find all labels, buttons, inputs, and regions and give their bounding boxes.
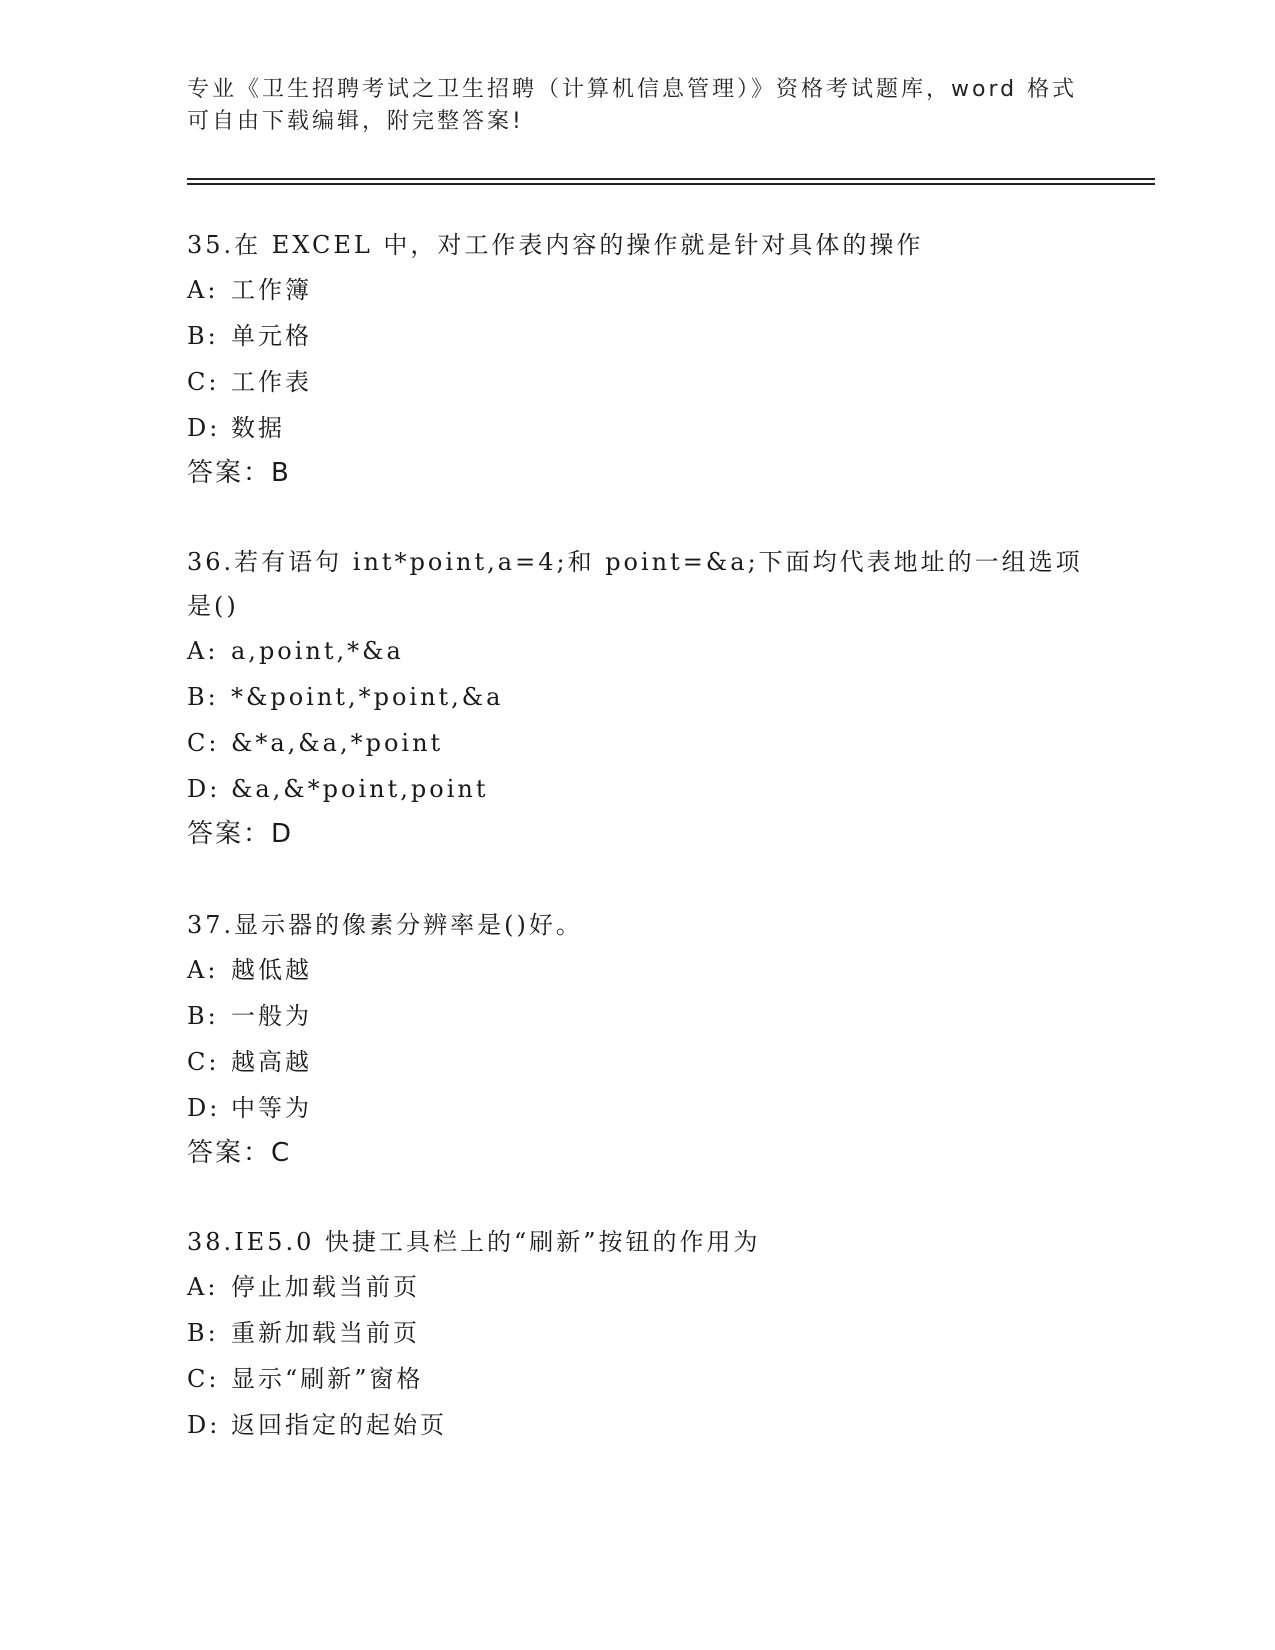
answer-label: 答案：D — [187, 819, 294, 849]
option-d — [187, 1402, 1087, 1448]
option-c — [187, 720, 1087, 766]
option-letter: B: — [187, 322, 219, 350]
option-letter: A: — [187, 637, 219, 665]
option-text: 工作簿 — [231, 276, 312, 304]
option-b — [187, 993, 1087, 1039]
option-letter: C: — [187, 1365, 220, 1393]
option-b — [187, 1310, 1087, 1356]
option-text: 单元格 — [231, 322, 312, 350]
option-letter: C: — [187, 368, 220, 396]
option-text: &a,&*point,point — [231, 775, 489, 803]
option-letter: C: — [187, 729, 220, 757]
question-stem: 37.显示器的像素分辨率是()好。 — [187, 911, 583, 939]
option-letter: C: — [187, 1048, 220, 1076]
option-letter: D: — [187, 1094, 221, 1122]
option-letter: A: — [187, 1273, 219, 1301]
option-text: a,point,*&a — [231, 637, 404, 665]
option-a — [187, 267, 1087, 313]
header-divider-top — [187, 178, 1155, 180]
question-35 — [187, 223, 1087, 495]
header-divider-bottom — [187, 183, 1155, 185]
option-text: 工作表 — [231, 368, 312, 396]
option-letter: B: — [187, 683, 219, 711]
option-b — [187, 674, 1087, 720]
question-stem: 36.若有语句 int*point,a=4;和 point=&a;下面均代表地址的一组选项 — [187, 548, 1083, 576]
option-b — [187, 313, 1087, 359]
option-a — [187, 628, 1087, 674]
option-a — [187, 947, 1087, 993]
option-text: &*a,&a,*point — [231, 729, 444, 757]
option-letter: B: — [187, 1319, 219, 1347]
option-text: 显示“刷新”窗格 — [231, 1365, 424, 1393]
option-d — [187, 405, 1087, 451]
option-text: 中等为 — [231, 1094, 312, 1122]
header-line-2: 可自由下载编辑，附完整答案! — [187, 109, 524, 134]
option-c — [187, 359, 1087, 405]
question-37 — [187, 903, 1087, 1175]
question-stem: 38.IE5.0 快捷工具栏上的“刷新”按钮的作用为 — [187, 1228, 761, 1256]
option-letter: A: — [187, 956, 219, 984]
question-stem-continued: 是() — [187, 592, 239, 620]
option-text: 重新加载当前页 — [231, 1319, 420, 1347]
question-stem: 35.在 EXCEL 中，对工作表内容的操作就是针对具体的操作 — [187, 231, 924, 259]
option-text: 返回指定的起始页 — [231, 1411, 447, 1439]
question-38 — [187, 1220, 1087, 1448]
question-36 — [187, 540, 1087, 856]
option-letter: D: — [187, 1411, 221, 1439]
option-letter: D: — [187, 775, 221, 803]
option-letter: A: — [187, 276, 219, 304]
option-c — [187, 1356, 1087, 1402]
option-d — [187, 1085, 1087, 1131]
option-text: 越高越 — [231, 1048, 312, 1076]
document-header — [187, 74, 1087, 138]
answer-label: 答案：C — [187, 1138, 292, 1168]
option-text: 停止加载当前页 — [231, 1273, 420, 1301]
option-letter: D: — [187, 414, 221, 442]
option-text: 数据 — [231, 414, 285, 442]
answer-label: 答案：B — [187, 458, 291, 488]
option-a — [187, 1264, 1087, 1310]
option-text: *&point,*point,&a — [231, 683, 504, 711]
header-line-1: 专业《卫生招聘考试之卫生招聘（计算机信息管理）》资格考试题库，word 格式 — [187, 77, 1078, 102]
option-text: 越低越 — [231, 956, 312, 984]
option-d — [187, 766, 1087, 812]
option-c — [187, 1039, 1087, 1085]
option-letter: B: — [187, 1002, 219, 1030]
option-text: 一般为 — [231, 1002, 312, 1030]
